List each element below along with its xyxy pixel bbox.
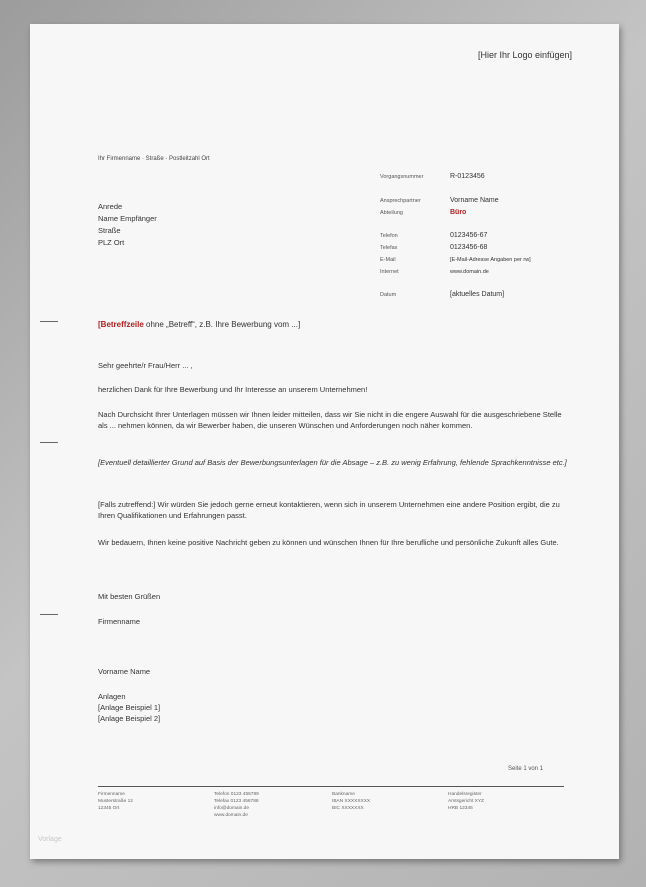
watermark: Vorlage <box>38 836 62 843</box>
info-value: 0123456-67 <box>450 232 488 239</box>
recipient-address <box>98 201 157 249</box>
punch-mark <box>40 442 58 443</box>
footer-line: www.domain.de <box>214 813 248 818</box>
info-label: Ansprechpartner <box>380 198 421 204</box>
fold-mark <box>40 614 58 615</box>
info-row-datum <box>380 283 504 301</box>
info-label: Vorgangsnummer <box>380 174 424 180</box>
company-name: Firmenname <box>98 617 141 626</box>
recipient-name: Name Empfänger <box>98 214 157 223</box>
subject-highlight: [Betreffzeile <box>98 320 144 329</box>
attachments-block <box>98 691 568 724</box>
paragraph-thanks: herzlichen Dank für Ihre Bewerbung und Ihr Interesse an unserem Unternehmen! <box>98 385 368 394</box>
footer-line: Telefax 0123 456788 <box>214 799 259 804</box>
footer-line: Handelsregister <box>448 792 482 797</box>
footer-line: info@domain.de <box>214 806 250 811</box>
footer-line: IBAN XXXXXXXX <box>332 799 371 804</box>
fold-mark <box>40 321 58 322</box>
footer-line: Musterstraße 12 <box>98 799 133 804</box>
info-row-vorgang <box>380 165 485 183</box>
footer-divider <box>98 786 564 787</box>
attachment-item: [Anlage Beispiel 1] <box>98 703 161 712</box>
footer-contact-column <box>214 791 259 819</box>
attachment-item: [Anlage Beispiel 2] <box>98 714 161 723</box>
info-value: [E-Mail-Adresse Angaben per rw] <box>450 257 531 263</box>
logo-placeholder: [Hier Ihr Logo einfügen] <box>478 50 573 60</box>
footer-line: BIC XXXXXXX <box>332 806 364 811</box>
footer-line: Amtsgericht XYZ <box>448 799 484 804</box>
recipient-salutation: Anrede <box>98 202 123 211</box>
attachments-heading: Anlagen <box>98 692 126 701</box>
page-number: Seite 1 von 1 <box>508 766 544 772</box>
letter-page <box>30 24 619 859</box>
paragraph-rejection: Nach Durchsicht Ihrer Unterlagen müssen wir Ihnen leider mitteilen, dass wir Sie nicht in die engere Auswahl für die ausgeschriebene Stelle als ... nehmen können, da wir Bewerber haben, die unseren Wünschen und Anforderungen noch näher kommen. <box>98 410 562 430</box>
info-label: Datum <box>380 292 397 298</box>
paragraph-wishes: Wir bedauern, Ihnen keine positive Nachricht geben zu können und wünschen Ihnen für Ihre berufliche und persönliche Zukunft alles Gute. <box>98 538 559 547</box>
closing-phrase: Mit besten Grüßen <box>98 592 161 601</box>
salutation: Sehr geehrte/r Frau/Herr ... , <box>98 361 193 370</box>
info-value: www.domain.de <box>450 269 489 275</box>
footer-line: Firmenname <box>98 792 125 797</box>
footer-line: Telefon 0123 456789 <box>214 792 259 797</box>
info-value: 0123456-68 <box>450 244 488 251</box>
signatory-name: Vorname Name <box>98 667 151 676</box>
recipient-city: PLZ Ort <box>98 238 125 247</box>
info-row-internet <box>380 260 489 278</box>
info-label: E-Mail <box>380 257 396 263</box>
footer-company-column <box>98 791 133 812</box>
info-label: Telefax <box>380 245 398 251</box>
footer-register-column <box>448 791 484 812</box>
paragraph-future-contact: [Falls zutreffend:] Wir würden Sie jedoch gerne erneut kontaktieren, wenn sich in unserem Unternehmen eine andere Position ergibt, die zu Ihren Qualifikationen und Erfahrungen passt. <box>98 500 560 520</box>
footer-line: HRB 12345 <box>448 806 473 811</box>
info-value: Büro <box>450 209 467 216</box>
footer-bank-column <box>332 791 370 812</box>
info-value: R-0123456 <box>450 173 485 180</box>
info-value: [aktuelles Datum] <box>450 291 505 298</box>
info-label: Abteilung <box>380 210 403 216</box>
footer-line: 12345 Ort <box>98 806 120 811</box>
info-label: Internet <box>380 269 399 275</box>
subject-line <box>98 320 300 329</box>
info-label: Telefon <box>380 233 398 239</box>
info-row-abteilung <box>380 201 466 219</box>
paragraph-reason: [Eventuell detaillierter Grund auf Basis der Bewerbungsunterlagen für die Absage – z.B. zu wenig Erfahrung, fehlende Sprachkenntnisse etc.] <box>98 458 567 467</box>
footer-line: Bankname <box>332 792 355 797</box>
sender-address-line: Ihr Firmenname · Straße · Postleitzahl Ort <box>98 156 210 162</box>
recipient-street: Straße <box>98 226 121 235</box>
info-value: Vorname Name <box>450 197 499 204</box>
subject-text: ohne „Betreff“, z.B. Ihre Bewerbung vom ...] <box>143 320 301 329</box>
